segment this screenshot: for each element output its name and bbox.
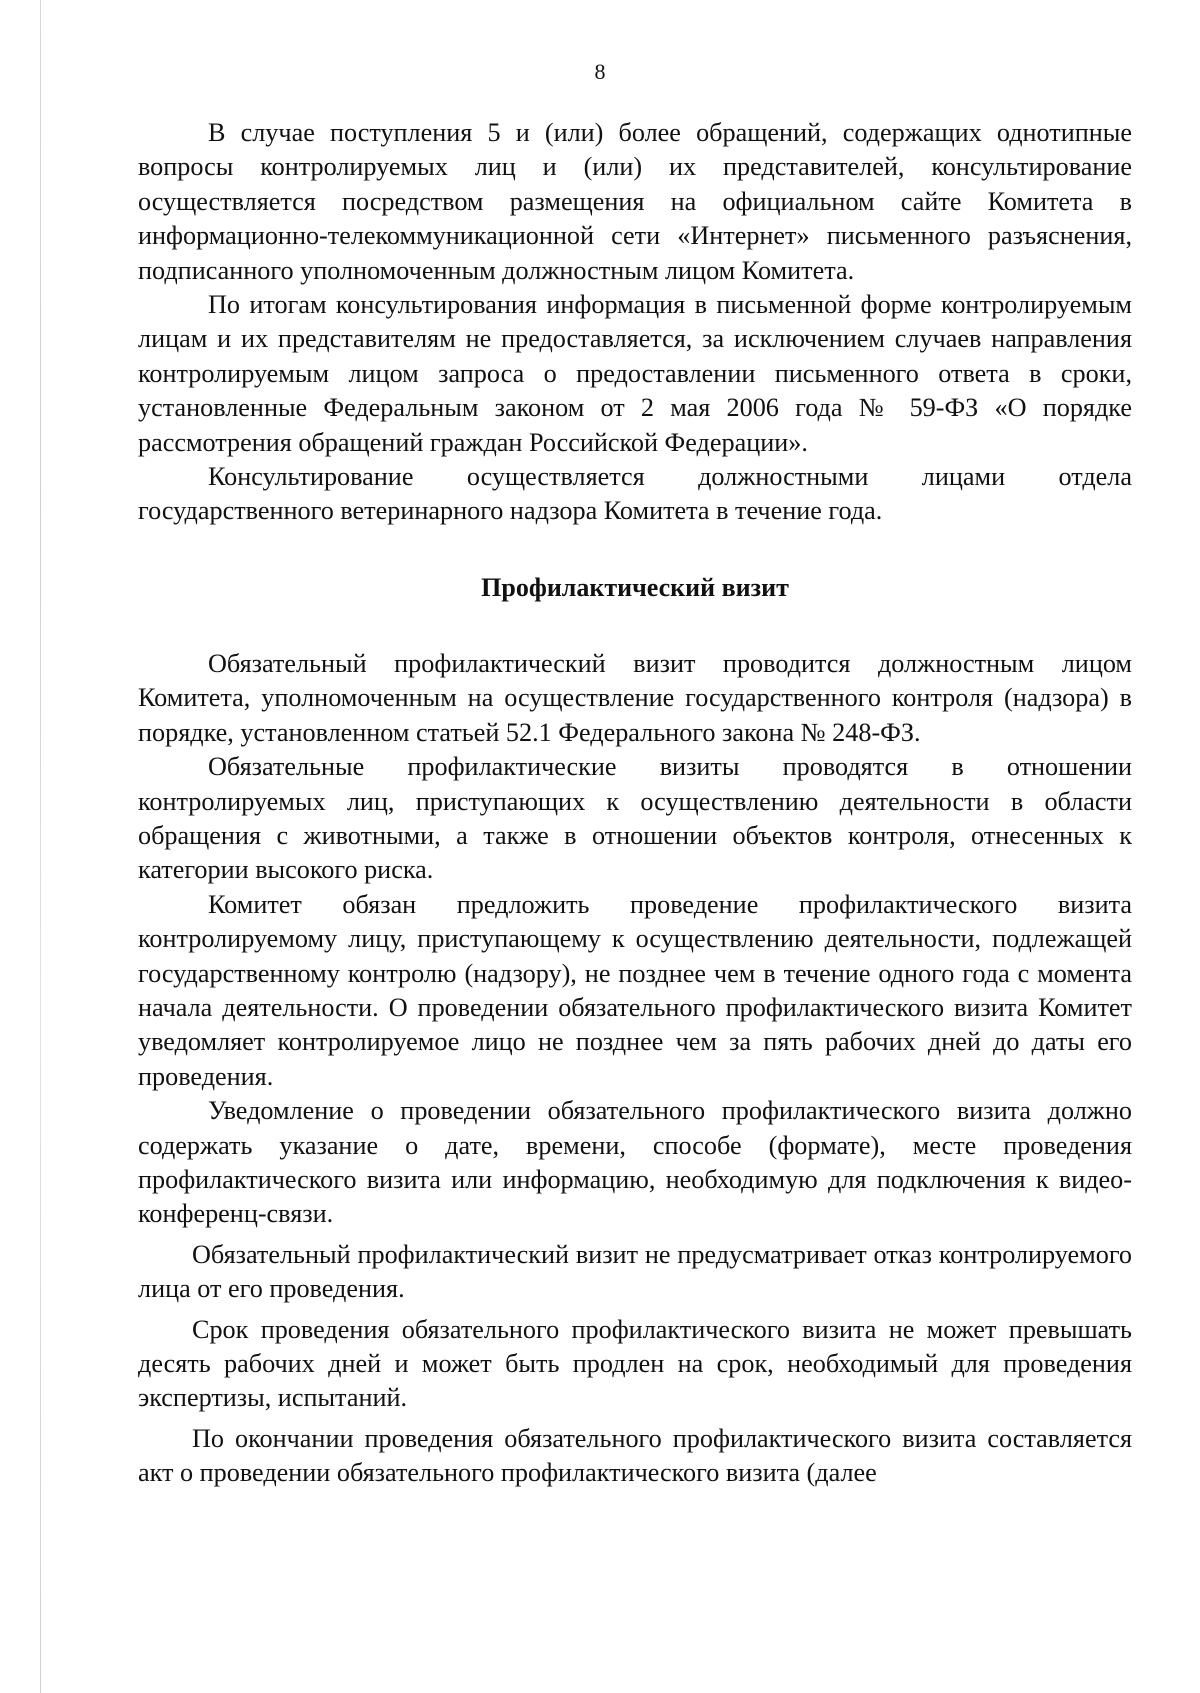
paragraph-bulk-requests: В случае поступления 5 и (или) более обращений, содержащих однотипные вопросы контролируемых лиц и (или) их представителей, консультирование осуществляется посредством размещения на официальном сайте Комитета в информационно-телекоммуникационной сети «Интернет» письменного разъяснения, подписанного уполномоченным должностным лицом Комитета. [138, 118, 1132, 285]
paragraph-consultation-staff: Консультирование осуществляется должностными лицами отдела государственного ветеринарного надзора Комитета в течение года. [138, 462, 1132, 526]
scan-edge-line [40, 0, 41, 1693]
paragraph-visit-act: По окончании проведения обязательного профилактического визита составляется акт о проведении обязательного профилактического визита (далее [138, 1423, 1132, 1488]
paragraph-visit-subjects: Обязательные профилактические визиты проводятся в отношении контролируемых лиц, приступающих к осуществлению деятельности в области обращения с животными, а также в отношении объектов контроля, отнесенных к категории высокого риска. [138, 752, 1132, 885]
paragraph-visit-offer: Комитет обязан предложить проведение профилактического визита контролируемому лицу, приступающему к осуществлению деятельности, подлежащей государственному контролю (надзору), не позднее чем в течение одного года с момента начала деятельности. О проведении обязательного профилактического визита Комитет уведомляет контролируемое лицо не позднее чем за пять рабочих дней до даты его проведения. [138, 889, 1132, 1091]
section-heading: Профилактический визит [481, 572, 789, 602]
paragraph-consultation-results: По итогам консультирования информация в письменной форме контролируемым лицам и их представителям не предоставляется, за исключением случаев направления контролируемым лицом запроса о предоставлении письменного ответа в сроки, установленные Федеральным законом от 2 мая 2006 года № 59-ФЗ «О порядке рассмотрения обращений граждан Российской Федерации». [138, 290, 1132, 457]
document-body [138, 116, 1132, 1491]
paragraph-visit-duration: Срок проведения обязательного профилактического визита не может превышать десять рабочих дней и может быть продлен на срок, необходимый для проведения экспертизы, испытаний. [138, 1314, 1132, 1413]
paragraph-visit-notice: Уведомление о проведении обязательного профилактического визита должно содержать указание о дате, времени, способе (формате), месте проведения профилактического визита или информацию, необходимую для подключения к видео-конференц-связи. [138, 1096, 1132, 1229]
paragraph-mandatory-visit: Обязательный профилактический визит проводится должностным лицом Комитета, уполномоченным на осуществление государственного контроля (надзора) в порядке, установленном статьей 52.1 Федерального закона № 248-ФЗ. [138, 648, 1132, 747]
page-number: 8 [594, 59, 606, 84]
paragraph-no-refusal: Обязательный профилактический визит не предусматривает отказ контролируемого лица от его проведения. [138, 1239, 1132, 1304]
